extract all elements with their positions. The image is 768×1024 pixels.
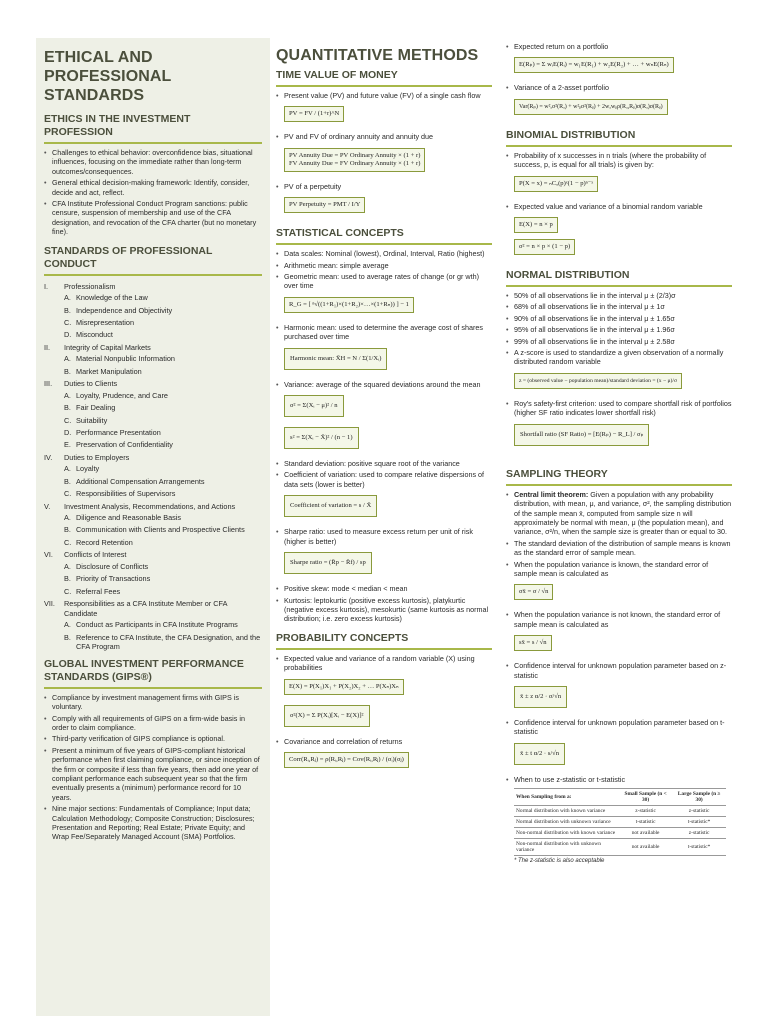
stat-bullet-list-2 xyxy=(276,459,492,489)
formula-binomial-probability: P(X = x) = ₙCₓ(p)ˣ(1 − p)ⁿ⁻ˣ xyxy=(514,176,598,192)
standard-title: Duties to Employers xyxy=(64,452,130,462)
standard-subitem-title: Misrepresentation xyxy=(76,318,134,328)
standard-subitem-letter: A. xyxy=(64,513,71,523)
section-heading-binomial: BINOMIAL DISTRIBUTION xyxy=(506,129,732,147)
list-item: • Expected value and variance of a random variable (X) using probabilities xyxy=(276,654,492,673)
standard-subitem xyxy=(44,306,262,316)
list-item: • The standard deviation of the distribution of sample means is known as the standard error of sample mean. xyxy=(506,539,732,558)
standard-subitem-letter: C. xyxy=(64,318,72,328)
formula-ci-z: x̄ ± z α/2 · σ/√n xyxy=(514,686,567,708)
formula-binomial-variance: σ² = n × p × (1 − p) xyxy=(514,239,575,255)
list-item: • Positive skew: mode < median < mean xyxy=(276,584,492,593)
standard-subitem xyxy=(44,477,262,487)
standard-subitem-letter: B. xyxy=(64,403,71,413)
standard-subitem-letter: D. xyxy=(64,427,72,437)
standard-title: Integrity of Capital Markets xyxy=(64,342,151,352)
formula-perpetuity: PV Perpetuity = PMT / I/Y xyxy=(284,197,365,213)
standard-subitem-title: Preservation of Confidentiality xyxy=(76,440,173,450)
table-row xyxy=(514,828,726,839)
standard-subitem-letter: B. xyxy=(64,525,71,535)
list-item: • Confidence interval for unknown population parameter based on z-statistic xyxy=(506,661,732,680)
table-footnote: * The z-statistic is also acceptable xyxy=(514,858,605,865)
standard-subitem-letter: A. xyxy=(64,464,71,474)
standard-subitem xyxy=(44,367,262,377)
formula-standard-error-known: σx̄ = σ / √n xyxy=(514,584,553,600)
list-item: • Compliance by investment management firms with GIPS is voluntary. xyxy=(44,693,262,712)
standard-item xyxy=(44,599,262,618)
formula-portfolio-variance: Var(Rₚ) = w²ₐσ²(Rₐ) + w²ᵦσ²(Rᵦ) + 2wₐwᵦρ(Rₐ,Rᵦ)σ(Rₐ)σ(Rᵦ) xyxy=(514,99,668,115)
standard-subitem-title: Record Retention xyxy=(76,537,133,547)
standard-subitem-title: Reference to CFA Institute, the CFA Designation, and the CFA Program xyxy=(76,632,261,652)
list-item: • Comply with all requirements of GIPS on a firm-wide basis in order to claim compliance. xyxy=(44,714,262,733)
standard-subitem-title: Loyalty, Prudence, and Care xyxy=(76,390,168,400)
standard-subitem-letter: B. xyxy=(64,574,71,584)
standard-subitem-letter: D. xyxy=(64,330,72,340)
formula-annuity-pv: PV Annuity Due = PV Ordinary Annuity × (1 + r) xyxy=(289,151,421,159)
standard-subitem xyxy=(44,620,262,630)
standard-subitem-title: Suitability xyxy=(76,415,108,425)
table-header-cell: When Sampling from a: xyxy=(514,789,619,806)
formula-annuity-fv: FV Annuity Due = FV Ordinary Annuity × (1 + r) xyxy=(289,159,421,167)
table-cell: not available xyxy=(619,828,672,839)
standard-subitem xyxy=(44,440,262,450)
standard-subitem xyxy=(44,464,262,474)
list-item: • A z-score is used to standardize a given observation of a normally distributed random variable xyxy=(506,348,732,367)
standard-subitem-letter: B. xyxy=(64,366,71,376)
standard-subitem-title: Performance Presentation xyxy=(76,427,161,437)
ethics-title-line1: ETHICAL AND xyxy=(44,49,153,66)
sampling-bullet-list xyxy=(506,539,732,579)
list-item: • Arithmetic mean: simple average xyxy=(276,261,492,270)
clt-label: Central limit theorem: xyxy=(514,489,589,499)
ethics-title xyxy=(44,48,262,105)
table-header-row xyxy=(514,789,726,806)
formula-population-variance: σ² = Σ(Xᵢ − μ)² / n xyxy=(284,395,344,417)
standard-item xyxy=(44,550,262,560)
standard-subitem xyxy=(44,403,262,413)
standard-item xyxy=(44,502,262,512)
stat-bullet-list-3 xyxy=(276,584,492,624)
standard-number: VI. xyxy=(44,550,53,560)
standard-subitem-letter: C. xyxy=(64,586,72,596)
standard-item xyxy=(44,343,262,353)
formula-binomial-expected: E(X) = n × p xyxy=(514,217,558,233)
list-item: • Kurtosis: leptokurtic (positive excess kurtosis), platykurtic (negative excess kurtosis), mesokurtic (same kurtosis as normal distribution; i.e. zero excess kurtosis) xyxy=(276,596,492,624)
standard-subitem-letter: A. xyxy=(64,293,71,303)
standard-number: II. xyxy=(44,342,51,352)
standard-subitem-letter: B. xyxy=(64,305,71,315)
standard-subitem-letter: A. xyxy=(64,561,71,571)
list-item: • Nine major sections: Fundamentals of Compliance; Input data; Calculation Methodology; Composite Construction; Disclosures; Presentation and Reporting; Real Estate; Private Equity; and Wrap Fee/Separately Managed Account (SMA) Portfolios. xyxy=(44,804,262,842)
quant-title: QUANTITATIVE METHODS xyxy=(276,47,479,64)
standard-subitem-letter: B. xyxy=(64,632,71,642)
stat-bullet-list-1 xyxy=(276,249,492,291)
list-item: • Geometric mean: used to average rates of change (or gr wth) over time xyxy=(276,272,492,291)
list-item: • 68% of all observations lie in the interval μ ± 1σ xyxy=(506,302,732,311)
standard-subitem-letter: C. xyxy=(64,415,72,425)
gips-bullet-list xyxy=(44,693,262,842)
section-heading-probability: PROBABILITY CONCEPTS xyxy=(276,632,492,650)
standard-subitem xyxy=(44,416,262,426)
clt-text: Given a population with any probability distribution, with mean, μ, and variance, σ², the sampling distribution of the sample mean x̄, computed from sample size n will approximately be normal with mean, μ (the population mean), and variance, σ²/n, when the sample size is greater than or equal to 30. xyxy=(514,489,732,537)
standard-title: Conflicts of Interest xyxy=(64,550,127,560)
standard-title: Investment Analysis, Recommendations, and Actions xyxy=(64,501,236,511)
normal-bullet-list xyxy=(506,291,732,367)
list-item: • Probability of x successes in n trials (where the probability of success, p, is equal for all trials) is given by: xyxy=(506,151,732,170)
formula-correlation: Corr(Rᵢ,Rⱼ) = ρ(Rᵢ,Rⱼ) = Cov(Rᵢ,Rⱼ) / (σᵢ)(σⱼ) xyxy=(284,752,409,768)
standard-number: V. xyxy=(44,501,51,511)
standard-subitem-letter: B. xyxy=(64,476,71,486)
list-item: • Present value (PV) and future value (FV) of a single cash flow xyxy=(276,91,492,100)
formula-annuity xyxy=(284,148,425,172)
list-item: • When to use z-statistic or t-statistic xyxy=(506,775,732,784)
formula-geometric-mean: R_G = [ ⁿ√((1+R₁)×(1+R₂)×…×(1+Rₙ)) ] − 1 xyxy=(284,297,414,313)
list-item: • 50% of all observations lie in the interval μ ± (2/3)σ xyxy=(506,291,732,300)
table-header-cell: Large Sample (n ≥ 30) xyxy=(672,789,726,806)
standard-subitem xyxy=(44,574,262,584)
list-item: • Challenges to ethical behavior: overconfidence bias, situational influences, focusing on the immediate rather than long-term outcomes/consequences. xyxy=(44,148,262,176)
standard-number: VII. xyxy=(44,599,55,609)
table-cell: t-statistic* xyxy=(672,839,726,856)
list-item: • Expected return on a portfolio xyxy=(506,42,732,51)
section-heading-ethics: ETHICS IN THE INVESTMENT PROFESSION xyxy=(44,113,262,144)
table-cell: Normal distribution with known variance xyxy=(514,806,619,817)
quant-column-continued xyxy=(504,38,734,1016)
standard-item xyxy=(44,453,262,463)
list-item: • Roy's safety-first criterion: used to compare shortfall risk of portfolios (higher SF ratio indicates lower shortfall risk) xyxy=(506,399,732,418)
standard-title: Professionalism xyxy=(64,281,116,291)
standard-subitem-title: Knowledge of the Law xyxy=(76,293,148,303)
standards-outline xyxy=(44,282,262,652)
standard-subitem-title: Referral Fees xyxy=(76,586,121,596)
standard-subitem xyxy=(44,513,262,523)
list-item: • Harmonic mean: used to determine the average cost of shares purchased over time xyxy=(276,323,492,342)
formula-sample-variance: s² = Σ(Xᵢ − X̄)² / (n − 1) xyxy=(284,427,359,449)
list-item: • 90% of all observations lie in the interval μ ± 1.65σ xyxy=(506,314,732,323)
ethics-title-line2: PROFESSIONAL STANDARDS xyxy=(44,68,172,104)
list-item: • Sharpe ratio: used to measure excess return per unit of risk (higher is better) xyxy=(276,527,492,546)
section-heading-standards: STANDARDS OF PROFESSIONAL CONDUCT xyxy=(44,245,262,276)
standard-subitem-letter: C. xyxy=(64,489,72,499)
standard-subitem-letter: E. xyxy=(64,440,71,450)
standard-subitem xyxy=(44,330,262,340)
standard-subitem-title: Loyalty xyxy=(76,464,100,474)
standard-subitem-letter: C. xyxy=(64,537,72,547)
section-heading-statistics: STATISTICAL CONCEPTS xyxy=(276,227,492,245)
table-body xyxy=(514,806,726,856)
formula-variance-x: σ²(X) = Σ P(Xᵢ)[Xᵢ − E(X)]² xyxy=(284,705,370,727)
standard-subitem xyxy=(44,428,262,438)
table-cell: z-statistic xyxy=(619,806,672,817)
formula-sharpe-ratio: Sharpe ratio = (R̄p − R̄f) / sp xyxy=(284,552,372,574)
z-or-t-table xyxy=(514,788,726,856)
formula-ci-t: x̄ ± t α/2 · s/√n xyxy=(514,743,565,765)
standard-subitem xyxy=(44,525,262,535)
standard-number: I. xyxy=(44,281,49,291)
table-row xyxy=(514,839,726,856)
list-item: • Covariance and correlation of returns xyxy=(276,737,492,746)
standard-subitem-title: Market Manipulation xyxy=(76,366,142,376)
standard-subitem-title: Priority of Transactions xyxy=(76,574,151,584)
quant-column xyxy=(274,38,494,1016)
formula-standard-error-unknown: sx̄ = s / √n xyxy=(514,635,552,651)
standard-subitem xyxy=(44,538,262,548)
table-cell: z-statistic xyxy=(672,828,726,839)
standard-number: IV. xyxy=(44,452,53,462)
standard-subitem-title: Communication with Clients and Prospective Clients xyxy=(76,525,245,535)
table-cell: t-statistic xyxy=(619,817,672,828)
table-header-cell: Small Sample (n < 30) xyxy=(619,789,672,806)
table-cell: not available xyxy=(619,839,672,856)
standard-subitem-letter: A. xyxy=(64,390,71,400)
list-item: • PV of a perpetuity xyxy=(276,182,492,191)
table-cell: t-statistic* xyxy=(672,817,726,828)
list-item: • Confidence interval for unknown population parameter based on t-statistic xyxy=(506,718,732,737)
standard-subitem-title: Responsibilities of Supervisors xyxy=(76,489,176,499)
table-cell: Non-normal distribution with known variance xyxy=(514,828,619,839)
list-item: • Coefficient of variation: used to compare relative dispersions of data sets (lower is better) xyxy=(276,470,492,489)
standard-subitem xyxy=(44,489,262,499)
standard-subitem-title: Conduct as Participants in CFA Institute Programs xyxy=(76,620,238,630)
table-row xyxy=(514,806,726,817)
table-row xyxy=(514,817,726,828)
section-heading-normal: NORMAL DISTRIBUTION xyxy=(506,269,732,287)
formula-portfolio-return: E(Rₚ) = Σ wᵢE(Rᵢ) = w₁E(R₁) + w₂E(R₂) + … + wₙE(Rₙ) xyxy=(514,57,674,73)
standard-subitem-letter: A. xyxy=(64,354,71,364)
list-item: • 99% of all observations lie in the interval μ ± 2.58σ xyxy=(506,337,732,346)
list-item: • Standard deviation: positive square root of the variance xyxy=(276,459,492,468)
standard-title: Responsibilities as a CFA Institute Member or CFA Candidate xyxy=(64,599,228,618)
formula-expected-value: E(X) = P(X₁)X₁ + P(X₂)X₂ + … P(Xₙ)Xₙ xyxy=(284,679,404,695)
table-cell: Normal distribution with unknown variance xyxy=(514,817,619,828)
standard-subitem xyxy=(44,391,262,401)
formula-pv: PV = FV / (1+r)^N xyxy=(284,106,344,122)
list-item: • PV and FV of ordinary annuity and annuity due xyxy=(276,132,492,141)
standard-item xyxy=(44,379,262,389)
standard-subitem-title: Independence and Objectivity xyxy=(76,305,173,315)
standard-item xyxy=(44,282,262,292)
ethics-column xyxy=(36,38,270,1016)
standard-subitem xyxy=(44,587,262,597)
formula-z-score: z = (observed value − population mean)/standard deviation = (x − μ)/σ xyxy=(514,373,682,389)
standard-subitem xyxy=(44,633,262,652)
formula-harmonic-mean: Harmonic mean: X̄H = N / Σ(1/Xᵢ) xyxy=(284,348,387,370)
list-item: • CFA Institute Professional Conduct Program sanctions: public censure, suspension of membership and use of the CFA designation, and revocation of the CFA charter (but no monetary fine). xyxy=(44,199,262,237)
formula-coefficient-variation: Coefficient of variation = s / X̄ xyxy=(284,495,377,517)
standard-subitem-letter: A. xyxy=(64,620,71,630)
table-cell: Non-normal distribution with unknown variance xyxy=(514,839,619,856)
ethics-bullet-list xyxy=(44,148,262,237)
standard-subitem-title: Misconduct xyxy=(76,330,113,340)
standard-subitem xyxy=(44,562,262,572)
formula-shortfall-ratio: Shortfall ratio (SF Ratio) = [E(Rₚ) − R_L] / σₚ xyxy=(514,424,649,446)
list-item: • Variance: average of the squared deviations around the mean xyxy=(276,380,492,389)
section-heading-gips: GLOBAL INVESTMENT PERFORMANCE STANDARDS (GIPS®) xyxy=(44,658,262,689)
list-item: • General ethical decision-making framework: Identify, consider, decide and act, reflect. xyxy=(44,178,262,197)
list-item: • Variance of a 2-asset portfolio xyxy=(506,83,732,92)
standard-title: Duties to Clients xyxy=(64,379,118,389)
list-item: • Present a minimum of five years of GIPS-compliant historical performance when first claiming compliance, or since inception of the firm or composite if less than five years, then add one year of compliant performance each subsequent year so that the firm eventually presents a (minimum) performance record for 10 years. xyxy=(44,746,262,802)
standard-subitem-title: Disclosure of Conflicts xyxy=(76,561,149,571)
section-heading-sampling: SAMPLING THEORY xyxy=(506,468,732,486)
table-cell: z-statistic xyxy=(672,806,726,817)
standard-subitem-title: Diligence and Reasonable Basis xyxy=(76,513,182,523)
standard-subitem xyxy=(44,293,262,303)
list-item: • When the population variance is known, the standard error of sample mean is calculated as xyxy=(506,560,732,579)
list-item: • Expected value and variance of a binomial random variable xyxy=(506,202,732,211)
standard-subitem-title: Fair Dealing xyxy=(76,403,116,413)
list-item: • Data scales: Nominal (lowest), Ordinal, Interval, Ratio (highest) xyxy=(276,249,492,258)
standard-number: III. xyxy=(44,379,53,389)
list-item xyxy=(506,490,732,537)
standard-subitem xyxy=(44,318,262,328)
standard-subitem-title: Additional Compensation Arrangements xyxy=(76,476,205,486)
standard-subitem xyxy=(44,354,262,364)
list-item: • When the population variance is not known, the standard error of sample mean is calculated as xyxy=(506,610,732,629)
list-item: • Third-party verification of GIPS compliance is optional. xyxy=(44,734,262,743)
section-heading-tvm: TIME VALUE OF MONEY xyxy=(276,69,492,87)
list-item: • 95% of all observations lie in the interval μ ± 1.96σ xyxy=(506,325,732,334)
standard-subitem-title: Material Nonpublic Information xyxy=(76,354,175,364)
